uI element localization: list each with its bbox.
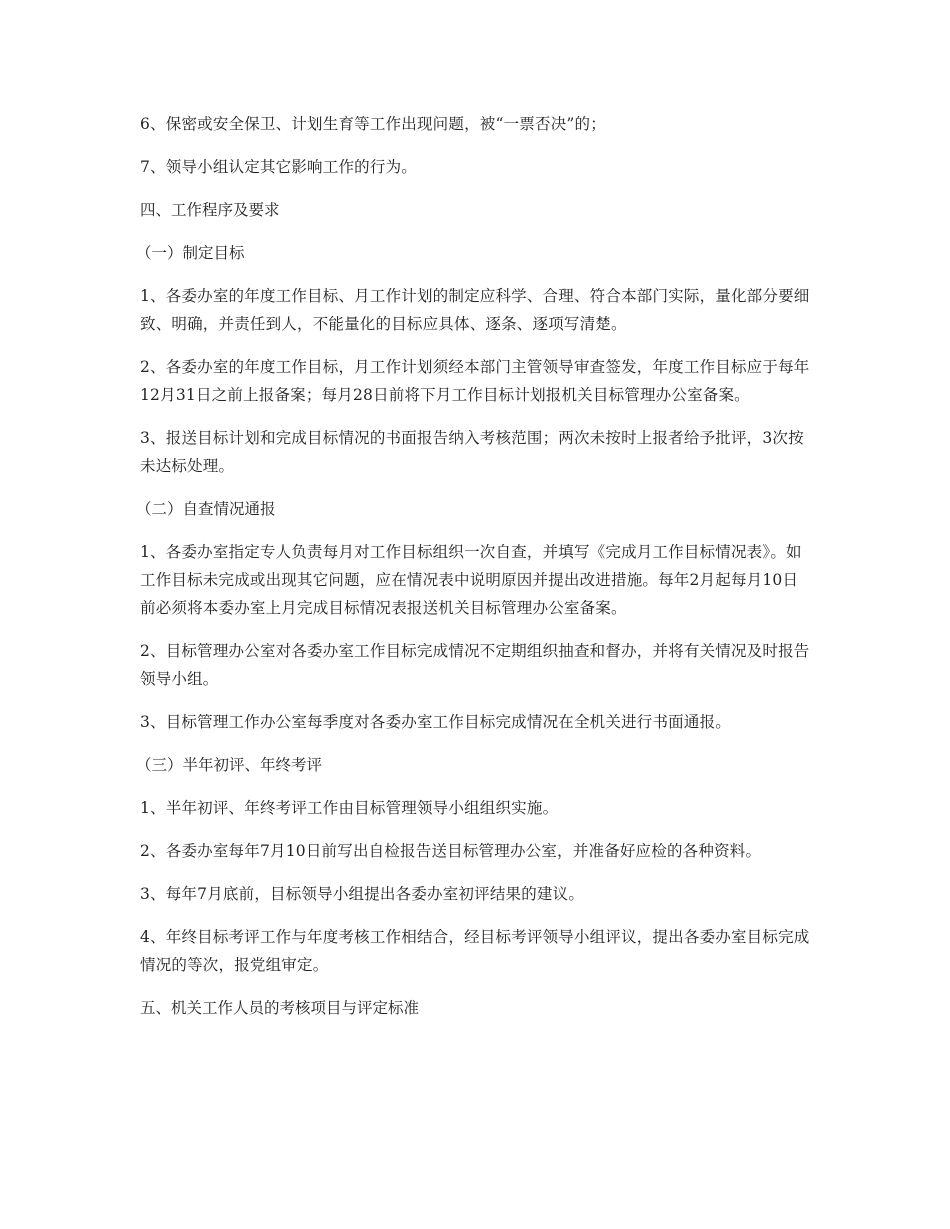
paragraph-item-6: 6、保密或安全保卫、计划生育等工作出现问题，被“一票否决”的； — [140, 115, 606, 133]
paragraph-review-1: 1、半年初评、年终考评工作由目标管理领导小组组织实施。 — [140, 799, 559, 817]
paragraph-item-7: 7、领导小组认定其它影响工作的行为。 — [140, 158, 417, 176]
paragraph-selfcheck-3: 3、目标管理工作办公室每季度对各委办室工作目标完成情况在全机关进行书面通报。 — [140, 713, 731, 731]
paragraph-target-1: 1、各委办室的年度工作目标、月工作计划的制定应科学、合理、符合本部门实际，量化部分要细致、明确，并责任到人，不能量化的目标应具体、逐条、逐项写清楚。 — [140, 287, 810, 333]
subsection-heading-2: （二）自查情况通报 — [136, 500, 276, 518]
paragraph-review-4: 4、年终目标考评工作与年度考核工作相结合，经目标考评领导小组评议，提出各委办室目标完成情况的等次，报党组审定。 — [140, 928, 810, 974]
section-heading-4: 四、工作程序及要求 — [140, 201, 280, 219]
document-body — [136, 110, 812, 1037]
paragraph-selfcheck-2: 2、目标管理办公室对各委办室工作目标完成情况不定期组织抽查和督办，并将有关情况及时报告领导小组。 — [140, 642, 810, 688]
paragraph-review-2: 2、各委办室每年7月10日前写出自检报告送目标管理办公室，并准备好应检的各种资料。 — [140, 842, 762, 860]
paragraph-selfcheck-1: 1、各委办室指定专人负责每月对工作目标组织一次自查，并填写《完成月工作目标情况表》。如工作目标未完成或出现其它问题，应在情况表中说明原因并提出改进措施。每年2月起每月10日前必须将本委办室上月完成目标情况表报送机关目标管理办公室备案。 — [140, 543, 802, 617]
paragraph-target-2: 2、各委办室的年度工作目标，月工作计划须经本部门主管领导审查签发，年度工作目标应于每年12月31日之前上报备案；每月28日前将下月工作目标计划报机关目标管理办公室备案。 — [140, 358, 810, 404]
paragraph-target-3: 3、报送目标计划和完成目标情况的书面报告纳入考核范围；两次未按时上报者给予批评，3次按未达标处理。 — [140, 429, 804, 475]
subsection-heading-3: （三）半年初评、年终考评 — [136, 756, 323, 774]
paragraph-review-3: 3、每年7月底前，目标领导小组提出各委办室初评结果的建议。 — [140, 885, 585, 903]
section-heading-5: 五、机关工作人员的考核项目与评定标准 — [140, 999, 420, 1017]
subsection-heading-1: （一）制定目标 — [136, 244, 245, 262]
